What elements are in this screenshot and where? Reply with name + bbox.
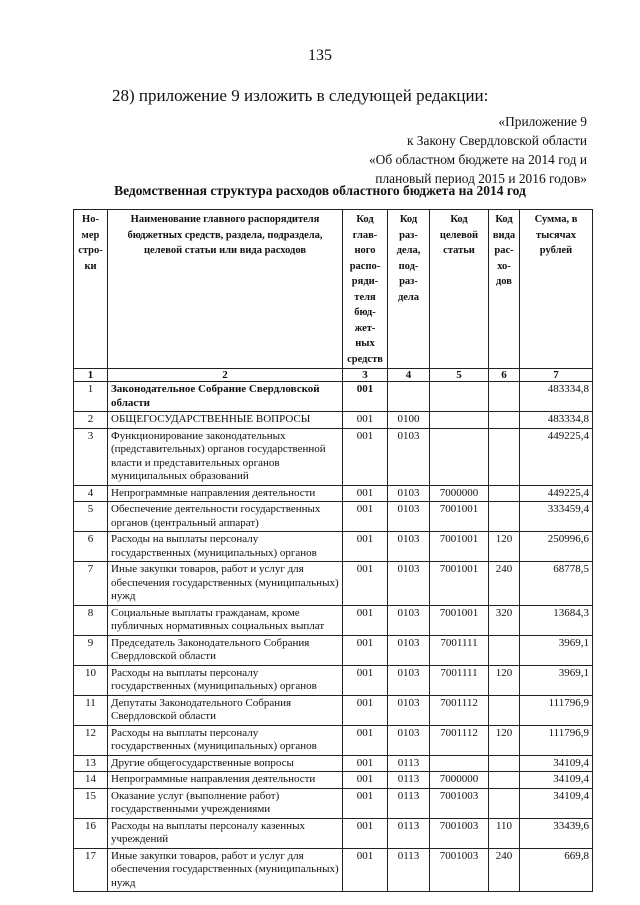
table-header-row — [74, 210, 593, 369]
cell-kgrbs: 001 — [343, 428, 388, 485]
cell-row-number: 10 — [74, 665, 108, 695]
cell-name: Функционирование законодательных (представительных) органов государственной власти и представительных органов муниципальных образований — [108, 428, 343, 485]
cell-krp: 0103 — [388, 485, 430, 502]
table-row — [74, 428, 593, 485]
cell-krp: 0103 — [388, 635, 430, 665]
cell-sum: 13684,3 — [520, 605, 593, 635]
cell-row-number: 7 — [74, 562, 108, 606]
cell-kgrbs: 001 — [343, 502, 388, 532]
cell-kcs: 7000000 — [430, 772, 489, 789]
cell-kgrbs: 001 — [343, 772, 388, 789]
cell-kgrbs: 001 — [343, 635, 388, 665]
cell-kcs — [430, 382, 489, 412]
cell-kvr: 240 — [489, 848, 520, 892]
cell-krp: 0113 — [388, 788, 430, 818]
header-kvr: Код вида рас-хо-дов — [489, 210, 520, 369]
cell-kgrbs: 001 — [343, 382, 388, 412]
cell-sum: 333459,4 — [520, 502, 593, 532]
cell-kvr — [489, 412, 520, 429]
cell-row-number: 14 — [74, 772, 108, 789]
column-number: 3 — [343, 369, 388, 382]
cell-sum: 669,8 — [520, 848, 593, 892]
cell-kcs: 7001001 — [430, 562, 489, 606]
cell-sum: 449225,4 — [520, 428, 593, 485]
cell-name: Непрограммные направления деятельности — [108, 485, 343, 502]
cell-kcs: 7001003 — [430, 818, 489, 848]
appendix-line: к Закону Свердловской области — [406, 133, 587, 148]
cell-name: Другие общегосударственные вопросы — [108, 755, 343, 772]
cell-kcs: 7001003 — [430, 788, 489, 818]
cell-sum: 3969,1 — [520, 635, 593, 665]
cell-krp: 0103 — [388, 502, 430, 532]
cell-name: Социальные выплаты гражданам, кроме публичных нормативных социальных выплат — [108, 605, 343, 635]
cell-sum: 483334,8 — [520, 382, 593, 412]
table-row — [74, 635, 593, 665]
appendix-line: «Приложение 9 — [498, 114, 587, 129]
cell-row-number: 4 — [74, 485, 108, 502]
column-number-row — [74, 369, 593, 382]
cell-kcs: 7001003 — [430, 848, 489, 892]
cell-kcs: 7001111 — [430, 665, 489, 695]
cell-kgrbs: 001 — [343, 532, 388, 562]
table-row — [74, 772, 593, 789]
cell-sum: 250996,6 — [520, 532, 593, 562]
cell-name: Иные закупки товаров, работ и услуг для обеспечения государственных (муниципальных) нужд — [108, 562, 343, 606]
cell-kcs: 7001001 — [430, 605, 489, 635]
cell-kgrbs: 001 — [343, 818, 388, 848]
cell-krp: 0103 — [388, 562, 430, 606]
table-row — [74, 788, 593, 818]
cell-kgrbs: 001 — [343, 562, 388, 606]
cell-kcs — [430, 428, 489, 485]
cell-row-number: 13 — [74, 755, 108, 772]
cell-kgrbs: 001 — [343, 848, 388, 892]
cell-kgrbs: 001 — [343, 788, 388, 818]
cell-krp: 0103 — [388, 695, 430, 725]
cell-kvr: 120 — [489, 532, 520, 562]
cell-row-number: 3 — [74, 428, 108, 485]
cell-kvr — [489, 695, 520, 725]
document-title: Ведомственная структура расходов областного бюджета на 2014 год — [114, 183, 526, 198]
cell-row-number: 17 — [74, 848, 108, 892]
table-row — [74, 605, 593, 635]
table-row — [74, 412, 593, 429]
cell-sum: 111796,9 — [520, 725, 593, 755]
cell-row-number: 2 — [74, 412, 108, 429]
table-row — [74, 665, 593, 695]
cell-row-number: 6 — [74, 532, 108, 562]
cell-name: Непрограммные направления деятельности — [108, 772, 343, 789]
cell-name: Законодательное Собрание Свердловской области — [108, 382, 343, 412]
header-krp: Код раз-дела, под-раз-дела — [388, 210, 430, 369]
intro-text: 28) приложение 9 изложить в следующей редакции: — [112, 86, 489, 105]
cell-kgrbs: 001 — [343, 695, 388, 725]
table-row — [74, 725, 593, 755]
cell-row-number: 15 — [74, 788, 108, 818]
appendix-line: «Об областном бюджете на 2014 год и — [368, 152, 587, 167]
cell-kvr: 120 — [489, 725, 520, 755]
cell-kvr — [489, 485, 520, 502]
table-row — [74, 755, 593, 772]
cell-kvr: 240 — [489, 562, 520, 606]
appendix-line: плановый период 2015 и 2016 годов» — [375, 171, 587, 186]
cell-kcs: 7000000 — [430, 485, 489, 502]
header-name: Наименование главного распорядителя бюджетных средств, раздела, подраздела, целевой статьи или вида расходов — [108, 210, 343, 369]
cell-sum: 483334,8 — [520, 412, 593, 429]
cell-krp: 0113 — [388, 818, 430, 848]
cell-name: Расходы на выплаты персоналу государственных (муниципальных) органов — [108, 532, 343, 562]
cell-krp: 0103 — [388, 725, 430, 755]
cell-krp: 0113 — [388, 755, 430, 772]
cell-kcs: 7001111 — [430, 635, 489, 665]
cell-name: Оказание услуг (выполнение работ) государственными учреждениями — [108, 788, 343, 818]
cell-kvr — [489, 635, 520, 665]
cell-kgrbs: 001 — [343, 605, 388, 635]
cell-sum: 449225,4 — [520, 485, 593, 502]
cell-kvr — [489, 428, 520, 485]
cell-kvr: 120 — [489, 665, 520, 695]
cell-krp: 0103 — [388, 428, 430, 485]
cell-kcs: 7001001 — [430, 532, 489, 562]
cell-row-number: 1 — [74, 382, 108, 412]
cell-kgrbs: 001 — [343, 755, 388, 772]
cell-kcs: 7001112 — [430, 695, 489, 725]
cell-kgrbs: 001 — [343, 485, 388, 502]
cell-name: Расходы на выплаты персоналу государственных (муниципальных) органов — [108, 665, 343, 695]
cell-name: Депутаты Законодательного Собрания Свердловской области — [108, 695, 343, 725]
cell-sum: 33439,6 — [520, 818, 593, 848]
column-number: 1 — [74, 369, 108, 382]
cell-krp: 0103 — [388, 532, 430, 562]
cell-krp: 0103 — [388, 605, 430, 635]
budget-table — [73, 209, 593, 892]
cell-name: Иные закупки товаров, работ и услуг для обеспечения государственных (муниципальных) нужд — [108, 848, 343, 892]
cell-krp: 0113 — [388, 772, 430, 789]
cell-name: Обеспечение деятельности государственных органов (центральный аппарат) — [108, 502, 343, 532]
header-num: Но-мер стро-ки — [74, 210, 108, 369]
column-number: 4 — [388, 369, 430, 382]
cell-kgrbs: 001 — [343, 412, 388, 429]
cell-row-number: 16 — [74, 818, 108, 848]
cell-kvr — [489, 502, 520, 532]
cell-sum: 34109,4 — [520, 788, 593, 818]
table-row — [74, 562, 593, 606]
cell-kcs — [430, 412, 489, 429]
cell-kvr: 320 — [489, 605, 520, 635]
cell-row-number: 12 — [74, 725, 108, 755]
cell-sum: 34109,4 — [520, 772, 593, 789]
header-kgrbs: Код глав-ного распо-ряди-теля бюд-жет-ных средств — [343, 210, 388, 369]
cell-krp: 0103 — [388, 665, 430, 695]
cell-name: Расходы на выплаты персоналу государственных (муниципальных) органов — [108, 725, 343, 755]
column-number: 6 — [489, 369, 520, 382]
cell-krp — [388, 382, 430, 412]
cell-kcs: 7001112 — [430, 725, 489, 755]
cell-kvr — [489, 382, 520, 412]
cell-sum: 34109,4 — [520, 755, 593, 772]
cell-name: ОБЩЕГОСУДАРСТВЕННЫЕ ВОПРОСЫ — [108, 412, 343, 429]
cell-kvr — [489, 788, 520, 818]
cell-krp: 0100 — [388, 412, 430, 429]
header-sum: Сумма, в тысячах рублей — [520, 210, 593, 369]
cell-kvr — [489, 755, 520, 772]
cell-kgrbs: 001 — [343, 665, 388, 695]
table-row — [74, 695, 593, 725]
cell-row-number: 9 — [74, 635, 108, 665]
table-row — [74, 532, 593, 562]
table-row — [74, 485, 593, 502]
cell-name: Расходы на выплаты персоналу казенных учреждений — [108, 818, 343, 848]
appendix-block — [369, 112, 587, 188]
cell-row-number: 8 — [74, 605, 108, 635]
table-row — [74, 818, 593, 848]
table-row — [74, 382, 593, 412]
page-number: 135 — [308, 47, 332, 64]
column-number: 7 — [520, 369, 593, 382]
column-number: 5 — [430, 369, 489, 382]
cell-krp: 0113 — [388, 848, 430, 892]
cell-kvr — [489, 772, 520, 789]
table-row — [74, 848, 593, 892]
cell-sum: 111796,9 — [520, 695, 593, 725]
cell-kcs — [430, 755, 489, 772]
cell-sum: 3969,1 — [520, 665, 593, 695]
table-row — [74, 502, 593, 532]
cell-kvr: 110 — [489, 818, 520, 848]
column-number: 2 — [108, 369, 343, 382]
cell-row-number: 5 — [74, 502, 108, 532]
cell-row-number: 11 — [74, 695, 108, 725]
cell-kcs: 7001001 — [430, 502, 489, 532]
header-kcs: Код целевой статьи — [430, 210, 489, 369]
cell-sum: 68778,5 — [520, 562, 593, 606]
cell-kgrbs: 001 — [343, 725, 388, 755]
cell-name: Председатель Законодательного Собрания Свердловской области — [108, 635, 343, 665]
